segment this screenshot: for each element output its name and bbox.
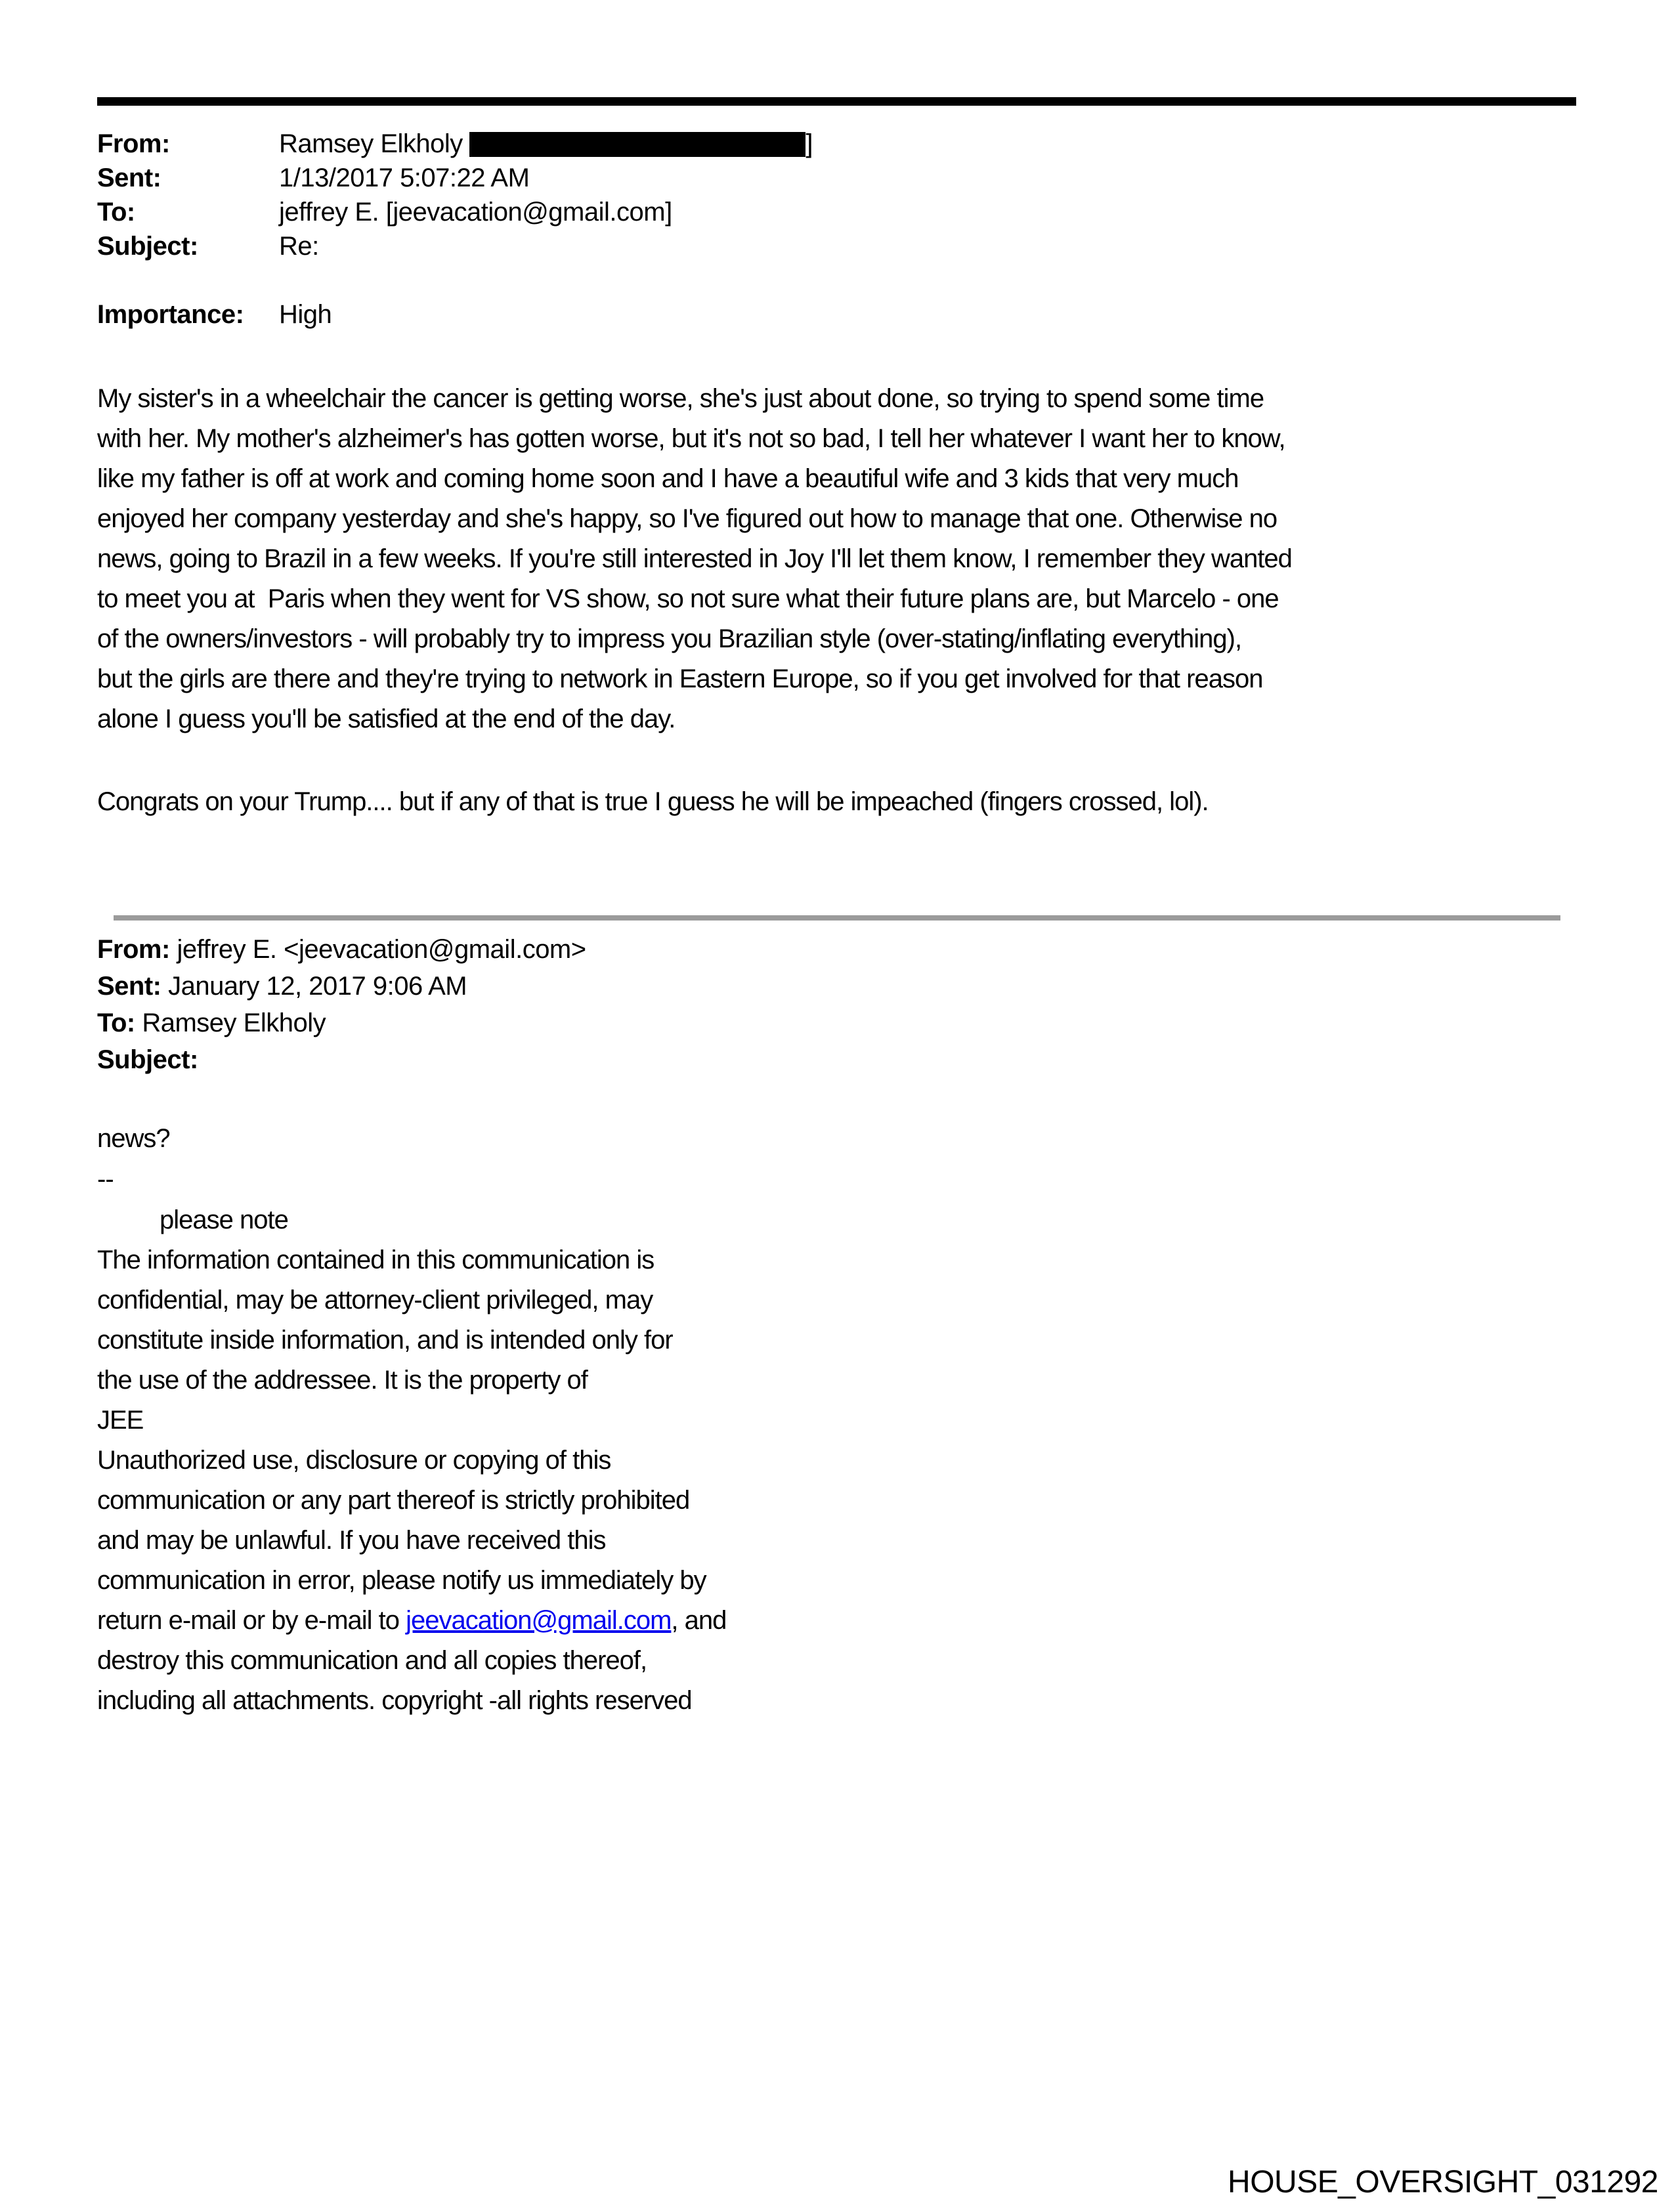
text-line: enjoyed her company yesterday and she's happy, so I've figured out how to manage that one. Otherwise no: [97, 504, 1277, 533]
disclaimer-lines-before-link: [97, 1240, 726, 1601]
text-line: including all attachments. copyright -all rights reserved: [97, 1686, 692, 1715]
text-line: --: [97, 1165, 114, 1194]
importance-value: High: [279, 299, 332, 329]
link-line-suffix: , and: [671, 1606, 727, 1635]
disclaimer-lines-after-link: [97, 1641, 726, 1721]
email2-sent-row: [97, 968, 586, 1005]
to-value: Ramsey Elkholy: [142, 1008, 326, 1037]
sent-value: 1/13/2017 5:07:22 AM: [279, 163, 530, 192]
sent-label: Sent:: [97, 163, 161, 192]
text-line: Unauthorized use, disclosure or copying of this: [97, 1446, 611, 1475]
email1-importance-row: [97, 297, 332, 332]
sent-value: January 12, 2017 9:06 AM: [168, 972, 467, 1001]
email1-congrats-line: [97, 782, 1209, 822]
please-note-line: [160, 1202, 288, 1238]
text-line: My sister's in a wheelchair the cancer is getting worse, she's just about done, so trying to spend some time: [97, 384, 1264, 413]
text-line: please note: [160, 1205, 288, 1234]
email1-sent-row: [97, 161, 813, 195]
from-value: jeffrey E. <jeevacation@gmail.com>: [177, 935, 586, 964]
text-line: Congrats on your Trump.... but if any of that is true I guess he will be impeached (fingers crossed, lol).: [97, 787, 1209, 816]
from-value: [279, 129, 813, 159]
redaction-close-bracket: ]: [805, 129, 813, 158]
email2-from-row: [97, 931, 586, 968]
link-line-prefix: return e-mail or by e-mail to: [97, 1606, 406, 1635]
bates-stamp: HOUSE_OVERSIGHT_031292: [1228, 2165, 1658, 2200]
top-divider-bar: [97, 97, 1576, 106]
email1-body: [97, 379, 1292, 739]
confidentiality-disclaimer: [97, 1240, 726, 1721]
text-line: confidential, may be attorney-client privileged, may: [97, 1286, 653, 1314]
sent-label: Sent:: [97, 972, 169, 1001]
text-line: with her. My mother's alzheimer's has gotten worse, but it's not so bad, I tell her whatever I want her to know,: [97, 424, 1285, 453]
text-line: like my father is off at work and coming home soon and I have a beautiful wife and 3 kids that very much: [97, 464, 1239, 493]
email2-header: [97, 931, 586, 1078]
text-line: The information contained in this communication is: [97, 1246, 655, 1274]
to-label: To:: [97, 1008, 142, 1037]
email-link[interactable]: jeevacation@gmail.com: [406, 1606, 672, 1635]
email2-subject-row: [97, 1041, 586, 1078]
text-line: JEE: [97, 1406, 144, 1435]
disclaimer-link-line: [97, 1601, 726, 1641]
from-label: From:: [97, 935, 177, 964]
subject-value: Re:: [279, 231, 319, 261]
email1-to-row: [97, 195, 813, 229]
email1-from-row: [97, 127, 813, 161]
text-line: destroy this communication and all copies thereof,: [97, 1646, 647, 1675]
redaction-bar: [469, 132, 805, 157]
text-line: communication in error, please notify us immediately by: [97, 1566, 706, 1595]
text-line: constitute inside information, and is intended only for: [97, 1326, 673, 1355]
email1-subject-row: [97, 229, 813, 263]
email1-header: [97, 127, 813, 263]
importance-label: Importance:: [97, 299, 244, 329]
text-line: news, going to Brazil in a few weeks. If you're still interested in Joy I'll let them know, I remember they wanted: [97, 544, 1292, 573]
email2-news-line: [97, 1120, 170, 1157]
text-line: to meet you at Paris when they went for VS show, so not sure what their future plans are, but Marcelo - one: [97, 584, 1279, 613]
from-name: Ramsey Elkholy: [279, 129, 470, 158]
text-line: the use of the addressee. It is the property of: [97, 1366, 588, 1395]
to-label: To:: [97, 197, 135, 227]
reply-divider-bar: [114, 915, 1560, 921]
text-line: but the girls are there and they're trying to network in Eastern Europe, so if you get involved for that reason: [97, 664, 1263, 693]
subject-label: Subject:: [97, 231, 198, 261]
text-line: and may be unlawful. If you have received this: [97, 1526, 606, 1555]
text-line: of the owners/investors - will probably try to impress you Brazilian style (over-stating/inflating everything),: [97, 624, 1242, 653]
from-label: From:: [97, 129, 170, 158]
text-line: communication or any part thereof is strictly prohibited: [97, 1486, 690, 1515]
subject-label: Subject:: [97, 1045, 198, 1074]
text-line: alone I guess you'll be satisfied at the end of the day.: [97, 705, 676, 733]
to-value: jeffrey E. [jeevacation@gmail.com]: [279, 197, 672, 227]
signature-dashes: [97, 1161, 114, 1198]
text-line: news?: [97, 1124, 170, 1153]
email2-to-row: [97, 1005, 586, 1041]
